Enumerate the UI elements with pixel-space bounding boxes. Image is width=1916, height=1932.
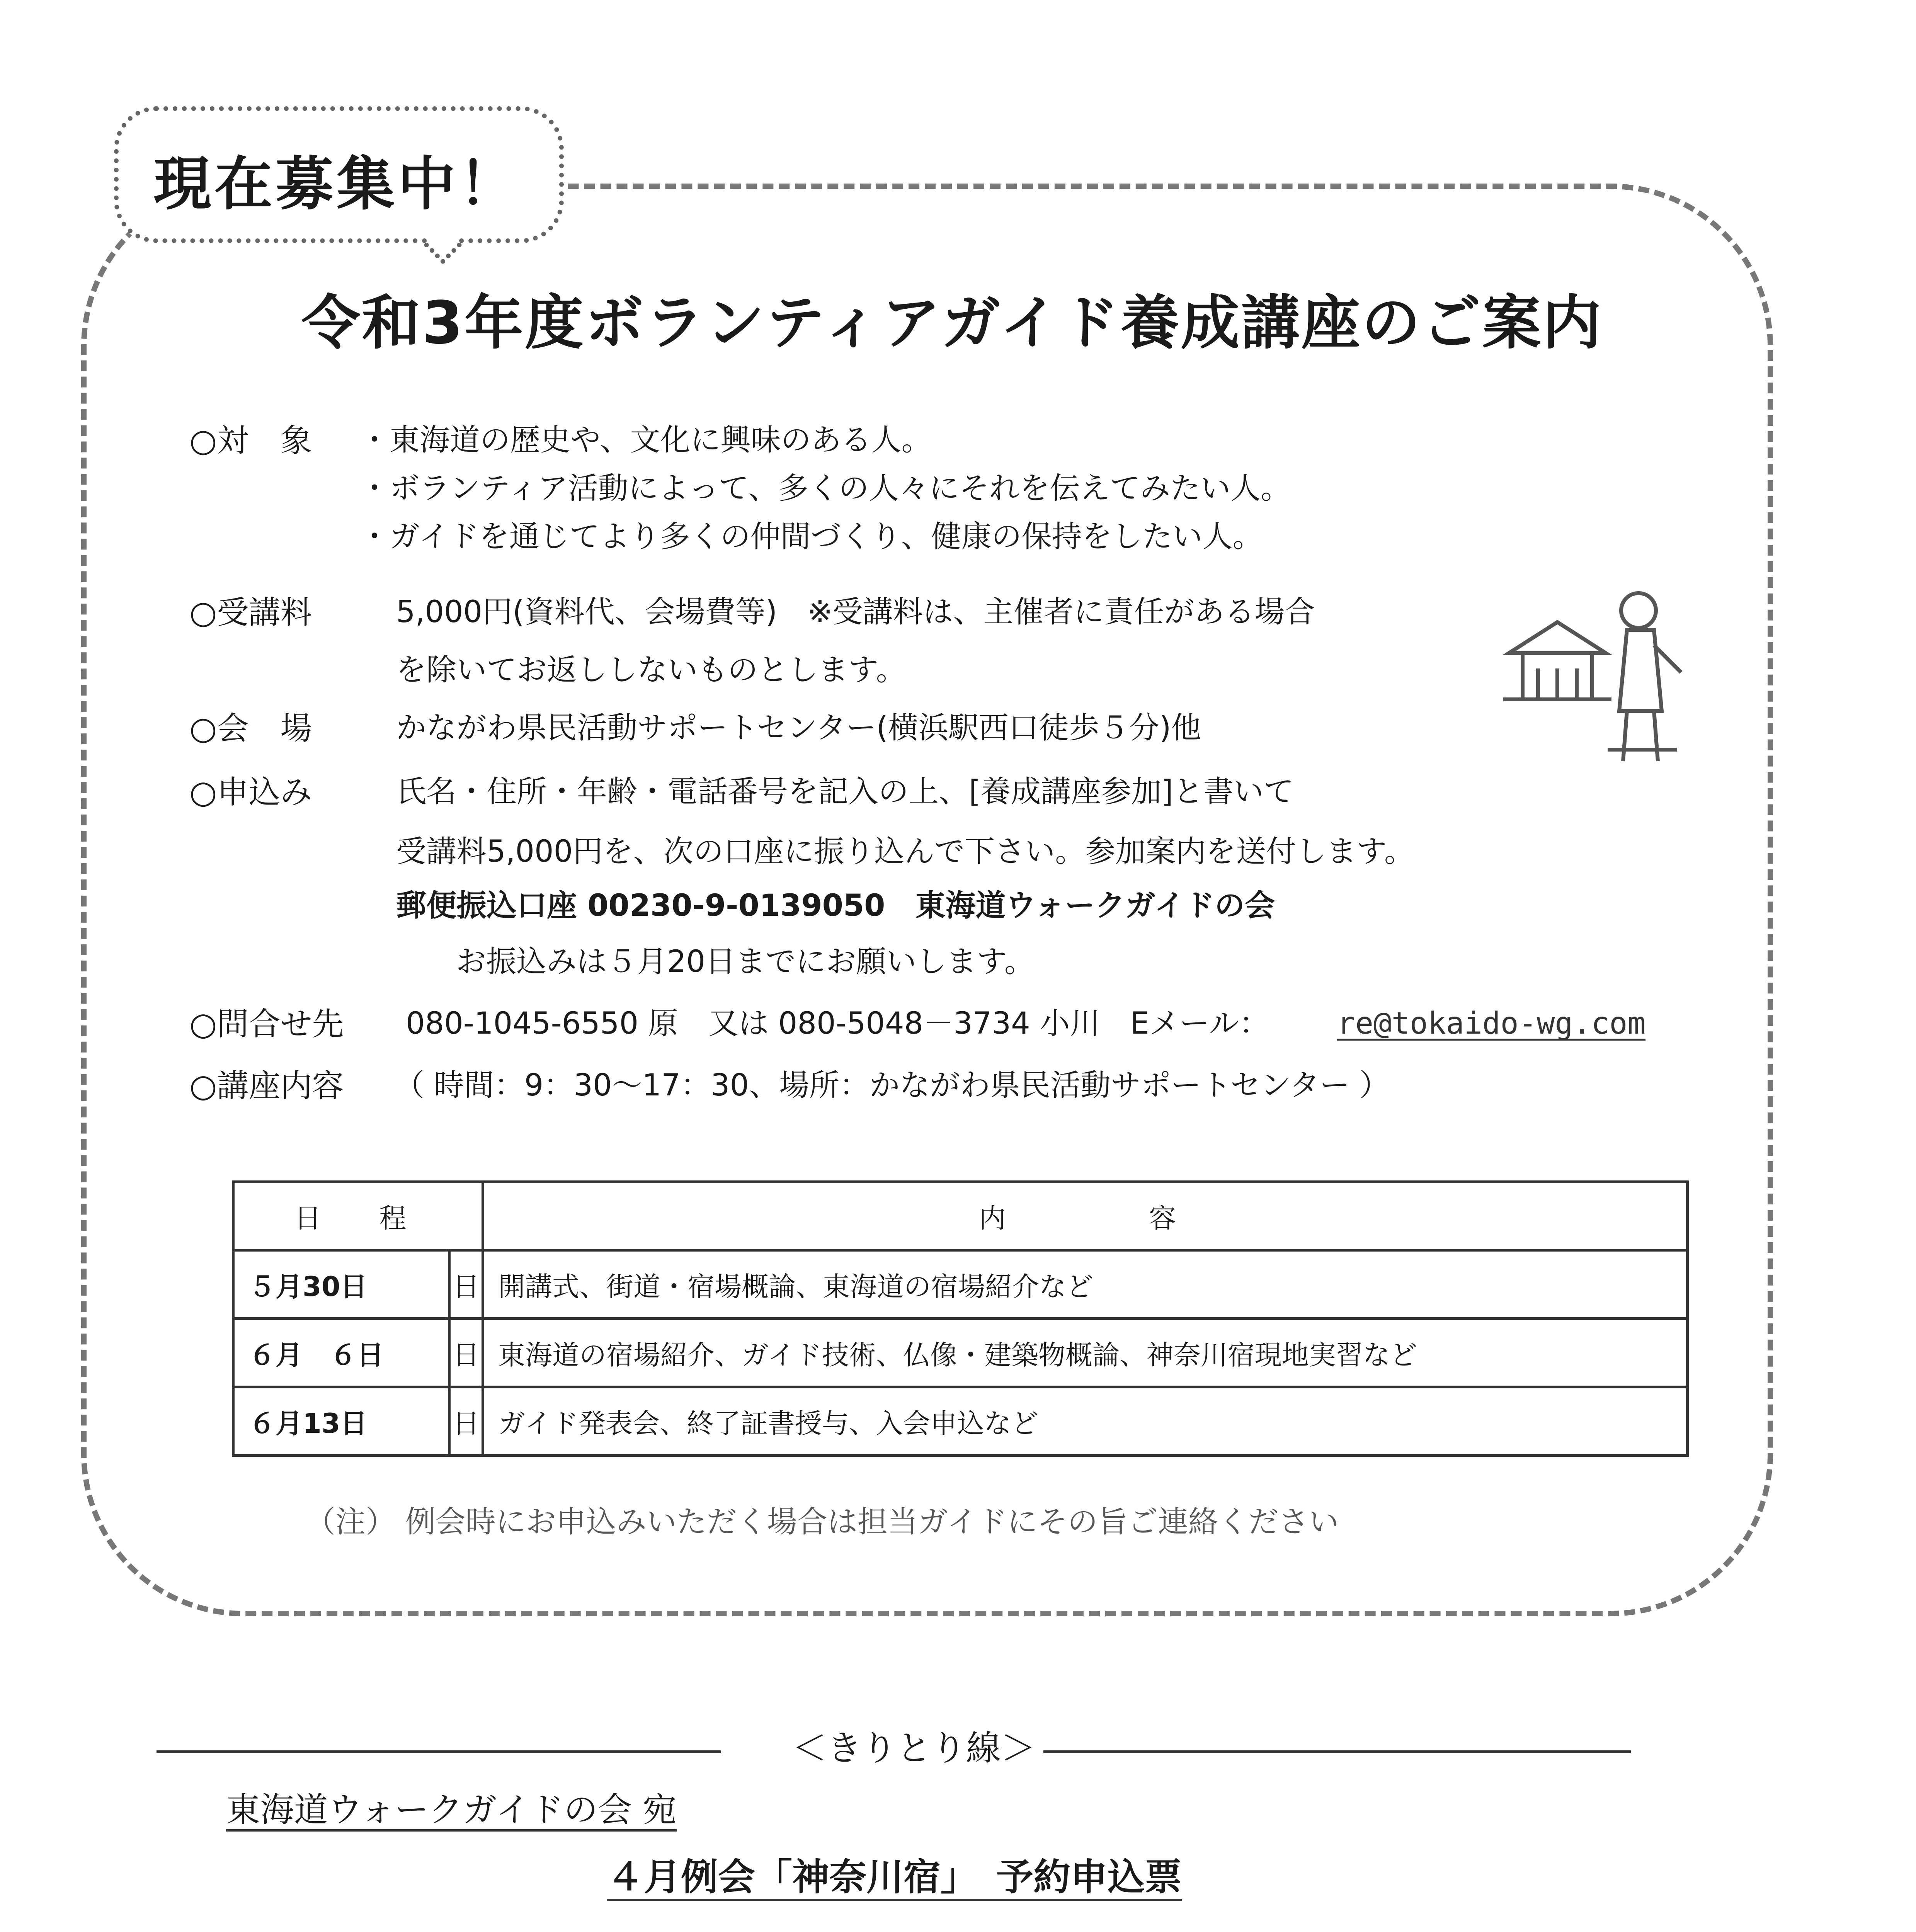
cut-line-label: ＜きりとり線＞ — [792, 1728, 1036, 1769]
schedule-weekday: 日 — [449, 1319, 483, 1387]
page-title: 令和3年度ボランティアガイド養成講座のご案内 — [301, 289, 1603, 357]
contact-label: ○問合せ先 — [189, 1006, 344, 1043]
schedule-note: （注） 例会時にお申込みいただく場合は担当ガイドにその旨ご連絡ください — [305, 1505, 1339, 1539]
contact-text: 080-1045-6550 原 又は 080-5048－3734 小川 Eメール： — [406, 1006, 1269, 1041]
apply-line: 氏名・住所・年齢・電話番号を記入の上、[養成講座参加]と書いて — [396, 774, 1294, 809]
schedule-date: ６月13日 — [233, 1387, 449, 1456]
schedule-table — [232, 1180, 1689, 1457]
schedule-content: ガイド発表会、終了証書授与、入会申込など — [483, 1387, 1688, 1456]
schedule-date: ５月30日 — [233, 1250, 449, 1319]
table-row — [233, 1387, 1688, 1456]
target-label: ○対 象 — [189, 422, 312, 459]
date-column-header: 日 程 — [233, 1182, 483, 1250]
cut-line-left — [157, 1750, 721, 1753]
venue-label: ○会 場 — [189, 710, 312, 747]
table-row — [233, 1319, 1688, 1387]
course-text: （ 時間：9：30～17：30、場所：かながわ県民活動サポートセンター ） — [394, 1068, 1390, 1103]
table-header-row — [233, 1182, 1688, 1250]
fee-label: ○受講料 — [189, 594, 312, 631]
payment-deadline: お振込みは５月20日までにお願いします。 — [456, 944, 1035, 979]
content-column-header: 内 容 — [483, 1182, 1688, 1250]
form-title: ４月例会「神奈川宿」 予約申込票 — [607, 1859, 1182, 1901]
schedule-content: 東海道の宿場紹介、ガイド技術、仏像・建築物概論、神奈川宿現地実習など — [483, 1319, 1688, 1387]
apply-line: 受講料5,000円を、次の口座に振り込んで下さい。参加案内を送付します。 — [396, 834, 1415, 869]
apply-label: ○申込み — [189, 774, 312, 811]
target-line: ・ボランティア活動によって、多くの人々にそれを伝えてみたい人。 — [359, 471, 1291, 506]
cut-line-right — [1043, 1750, 1631, 1753]
target-line: ・東海道の歴史や、文化に興味のある人。 — [359, 423, 932, 457]
badge-text: 現在募集中！ — [153, 151, 520, 218]
schedule-weekday: 日 — [449, 1250, 483, 1319]
venue-text: かながわ県民活動サポートセンター(横浜駅西口徒歩５分)他 — [396, 711, 1201, 745]
target-line: ・ガイドを通じてより多くの仲間づくり、健康の保持をしたい人。 — [359, 519, 1263, 554]
schedule-content: 開講式、街道・宿場概論、東海道の宿場紹介など — [483, 1250, 1688, 1319]
form-addressee: 東海道ウォークガイドの会 宛 — [226, 1793, 677, 1832]
table-row — [233, 1250, 1688, 1319]
schedule-weekday: 日 — [449, 1387, 483, 1456]
schedule-date: ６月 ６日 — [233, 1319, 449, 1387]
postal-account: 郵便振込口座 00230-9-0139050 東海道ウォークガイドの会 — [396, 888, 1275, 923]
fee-text: 5,000円(資料代、会場費等) ※受講料は、主催者に責任がある場合 — [396, 595, 1315, 629]
contact-email[interactable]: re@tokaido-wg.com — [1337, 1006, 1646, 1041]
course-label: ○講座内容 — [189, 1068, 344, 1104]
fee-note: を除いてお返ししないものとします。 — [396, 653, 906, 687]
guide-illustration-icon — [1499, 576, 1693, 777]
